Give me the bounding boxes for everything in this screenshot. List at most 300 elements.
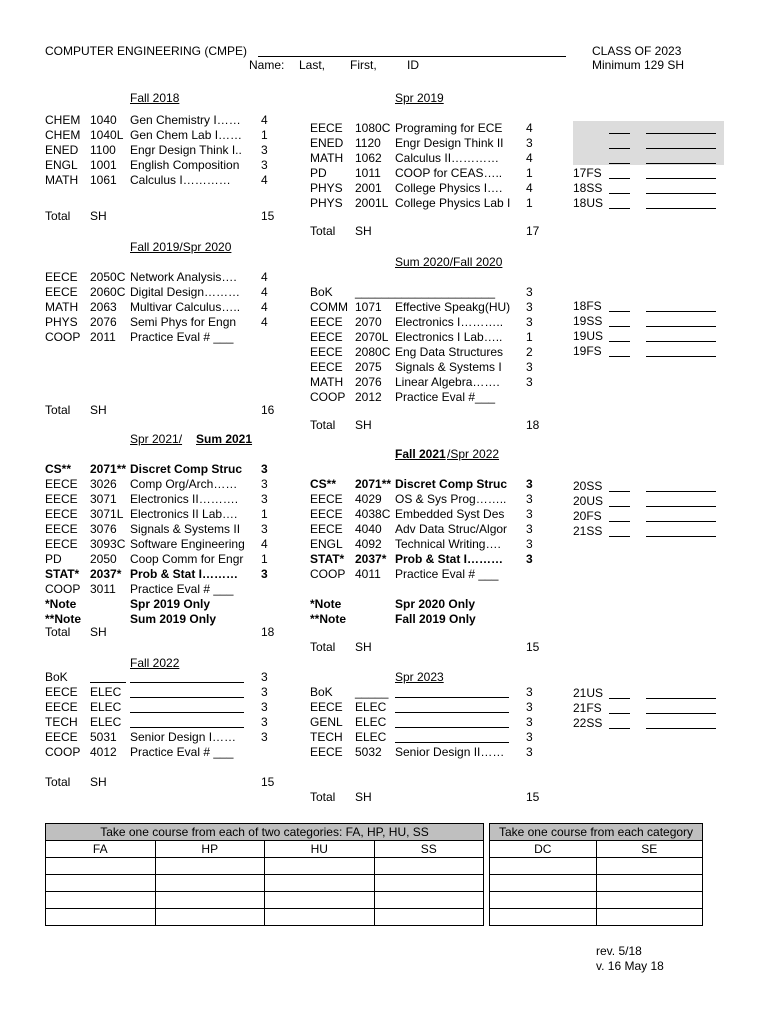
course-subject: EECE (310, 330, 343, 344)
col-ss: SS (374, 841, 484, 858)
code-blank[interactable] (609, 148, 630, 149)
total-sh-label: SH (90, 209, 107, 223)
course-subject: GENL (310, 715, 343, 729)
col-dc: DC (490, 841, 597, 858)
course-number: 3076 (90, 522, 117, 536)
col-se: SE (596, 841, 703, 858)
course-name: Comp Org/Arch…… (130, 477, 238, 491)
course-subject: COMM (310, 300, 348, 314)
course-subject: CS** (310, 477, 337, 491)
cell[interactable] (596, 909, 703, 926)
course-sh: 3 (526, 300, 533, 314)
cell[interactable] (374, 909, 484, 926)
course-sh: 3 (261, 715, 268, 729)
course-blank[interactable] (646, 698, 716, 699)
course-number: 2037* (355, 552, 387, 566)
semester-code: 18FS (573, 299, 602, 313)
course-blank[interactable] (130, 727, 244, 728)
course-number: 2037* (90, 567, 122, 581)
course-blank[interactable] (646, 536, 716, 537)
total-value: 18 (261, 625, 275, 639)
course-sh: 3 (526, 700, 533, 714)
course-sh: 4 (526, 121, 533, 135)
course-number: 2050 (90, 552, 117, 566)
course-subject: PHYS (310, 181, 343, 195)
course-name: College Physics I…. (395, 181, 503, 195)
course-name: COOP for CEAS….. (395, 166, 503, 180)
course-number: 4040 (355, 522, 382, 536)
cell[interactable] (490, 875, 597, 892)
course-number: 2011 (90, 330, 116, 344)
semester-code: 19SS (573, 314, 603, 328)
term-title-a: Fall 2021 (395, 447, 446, 461)
course-number: 5032 (355, 745, 382, 759)
course-number: 2001L (355, 196, 389, 210)
cell[interactable] (155, 892, 265, 909)
course-number: 2050C (90, 270, 126, 284)
total-sh-label: SH (90, 775, 107, 789)
course-name: Sum 2019 Only (130, 612, 217, 626)
shaded-box (573, 121, 724, 165)
course-subject: MATH (310, 151, 344, 165)
course-sh: 1 (261, 552, 268, 566)
course-number: ______ (355, 285, 396, 299)
version: v. 16 May 18 (596, 959, 664, 973)
course-number: 2060C (90, 285, 126, 299)
code-blank[interactable] (609, 713, 630, 714)
course-number: 1120 (355, 136, 381, 150)
course-number: 2012 (355, 390, 382, 404)
course-blank[interactable] (646, 178, 716, 179)
course-subject: EECE (45, 507, 78, 521)
course-subject: EECE (45, 285, 78, 299)
course-subject: CS** (45, 462, 72, 476)
total-label: Total (310, 790, 336, 804)
cell[interactable] (596, 875, 703, 892)
course-blank[interactable] (646, 491, 716, 492)
course-name: Gen Chem Lab I…… (130, 128, 243, 142)
cell[interactable] (596, 858, 703, 875)
revision: rev. 5/18 (596, 944, 642, 958)
course-name: Practice Eval # ___ (130, 582, 234, 596)
course-name: Semi Phys for Engn (130, 315, 237, 329)
course-sh: 3 (261, 685, 268, 699)
total-value: 18 (526, 418, 540, 432)
course-sh: 4 (261, 300, 268, 314)
minimum-sh: Minimum 129 SH (592, 58, 685, 72)
course-name: Calculus II………… (395, 151, 500, 165)
code-blank[interactable] (609, 521, 630, 522)
course-name: Gen Chemistry I…… (130, 113, 241, 127)
total-label: Total (310, 418, 336, 432)
course-blank[interactable] (395, 697, 509, 698)
course-subject: *Note (310, 597, 342, 611)
course-name: Calculus I………… (130, 173, 231, 187)
course-sh: 3 (526, 685, 533, 699)
course-name: Engr Design Think II (395, 136, 504, 150)
course-name: Embedded Syst Des (395, 507, 505, 521)
course-sh: 4 (526, 181, 533, 195)
course-sh: 4 (526, 151, 533, 165)
course-sh: 3 (261, 700, 268, 714)
course-subject: COOP (45, 745, 81, 759)
course-subject: EECE (45, 522, 78, 536)
course-sh: 4 (261, 173, 268, 187)
course-name: Effective Speakg(HU) (395, 300, 511, 314)
course-blank[interactable] (646, 341, 716, 342)
course-number: 4012 (90, 745, 117, 759)
course-number: 2075 (355, 360, 382, 374)
cell[interactable] (265, 858, 375, 875)
name-label: Name: (249, 58, 285, 72)
course-number: 3011 (90, 582, 116, 596)
course-sh: 3 (261, 670, 268, 684)
course-number: 1001 (90, 158, 117, 172)
course-name: Prob & Stat I……… (130, 567, 239, 581)
course-subject: COOP (310, 567, 346, 581)
course-blank[interactable] (395, 727, 509, 728)
course-name: Discret Comp Struc (395, 477, 508, 491)
code-blank[interactable] (609, 326, 630, 327)
cell[interactable] (374, 875, 484, 892)
cell[interactable] (265, 892, 375, 909)
course-number: 4029 (355, 492, 382, 506)
name-line[interactable] (258, 56, 566, 57)
course-subject: EECE (310, 522, 343, 536)
course-subject: EECE (310, 360, 343, 374)
term-title: Sum 2020/Fall 2020 (395, 255, 503, 269)
semester-code: 20SS (573, 479, 603, 493)
course-sh: 4 (261, 315, 268, 329)
course-subject: PHYS (45, 315, 78, 329)
course-number: 4011 (355, 567, 381, 581)
course-blank[interactable] (646, 356, 716, 357)
dc-se-header: Take one course from each category (490, 824, 703, 841)
course-name: Spr 2019 Only (130, 597, 211, 611)
course-name: Eng Data Structures (395, 345, 504, 359)
course-subject: ENGL (45, 158, 78, 172)
course-number: 4038C (355, 507, 391, 521)
course-subject: STAT* (310, 552, 345, 566)
course-name: Senior Design II…… (395, 745, 505, 759)
course-name: Electronics II………. (130, 492, 239, 506)
course-sh: 3 (526, 360, 533, 374)
course-sh: 3 (261, 462, 268, 476)
course-name: English Composition (130, 158, 240, 172)
course-subject: **Note (45, 612, 82, 626)
course-subject: EECE (310, 507, 343, 521)
course-sh: 3 (261, 477, 268, 491)
course-number: ELEC (90, 700, 122, 714)
course-subject: EECE (45, 685, 78, 699)
course-blank[interactable] (646, 713, 716, 714)
course-sh: 4 (261, 537, 268, 551)
course-number: 2080C (355, 345, 391, 359)
course-number: _____ (355, 685, 389, 699)
course-sh: 3 (526, 745, 533, 759)
course-subject: BoK (45, 670, 68, 684)
course-number: 2071** (90, 462, 127, 476)
term-title: Fall 2019/Spr 2020 (130, 240, 232, 254)
course-name: Discret Comp Struc (130, 462, 243, 476)
col-hu: HU (265, 841, 375, 858)
course-sh: 3 (526, 136, 533, 150)
course-number: ELEC (355, 715, 387, 729)
gen-ed-table (45, 823, 484, 926)
semester-code: 22SS (573, 716, 603, 730)
gen-ed-header: Take one course from each of two categories: FA, HP, HU, SS (46, 824, 484, 841)
term-title: Fall 2022 (130, 656, 180, 670)
code-blank[interactable] (609, 341, 630, 342)
course-subject: **Note (310, 612, 347, 626)
semester-code: 20FS (573, 509, 602, 523)
course-subject: ENED (45, 143, 79, 157)
total-label: Total (45, 209, 71, 223)
course-number: 5031 (90, 730, 117, 744)
course-subject: TECH (45, 715, 78, 729)
course-blank[interactable] (395, 742, 509, 743)
total-label: Total (45, 625, 71, 639)
term-title: Spr 2019 (395, 91, 444, 105)
course-number: 1011 (355, 166, 381, 180)
code-blank[interactable] (609, 356, 630, 357)
col-fa: FA (46, 841, 156, 858)
course-name: College Physics Lab I (395, 196, 511, 210)
semester-code: 17FS (573, 166, 602, 180)
cell[interactable] (490, 892, 597, 909)
course-subject: COOP (45, 330, 81, 344)
course-number: 2076 (355, 375, 382, 389)
course-name: Programing for ECE (395, 121, 503, 135)
course-subject: EECE (310, 745, 343, 759)
cell[interactable] (490, 858, 597, 875)
course-name: _______________ (395, 285, 496, 299)
total-label: Total (310, 224, 336, 238)
term-title: Spr 2023 (395, 670, 444, 684)
course-number: 2063 (90, 300, 117, 314)
semester-code: 21SS (573, 524, 603, 538)
course-sh: 1 (526, 196, 533, 210)
cell[interactable] (374, 892, 484, 909)
course-subject: MATH (45, 300, 79, 314)
cell[interactable] (490, 909, 597, 926)
course-name: Engr Design Think I.. (130, 143, 242, 157)
course-number: 4092 (355, 537, 382, 551)
last-label: Last, (299, 58, 326, 72)
course-blank[interactable] (646, 133, 716, 134)
course-name: Signals & Systems I (395, 360, 502, 374)
code-blank[interactable] (609, 178, 630, 179)
course-sh: 1 (526, 330, 533, 344)
course-subject: EECE (45, 477, 78, 491)
course-sh: 3 (526, 315, 533, 329)
course-sh: 3 (261, 492, 268, 506)
course-number: 1040 (90, 113, 117, 127)
semester-code: 19US (573, 329, 604, 343)
course-subject: PHYS (310, 196, 343, 210)
course-blank[interactable] (646, 506, 716, 507)
course-number: 3071L (90, 507, 124, 521)
course-sh: 3 (261, 730, 268, 744)
cell[interactable] (46, 858, 156, 875)
course-subject: EECE (45, 270, 78, 284)
code-blank[interactable] (609, 536, 630, 537)
course-blank[interactable] (646, 148, 716, 149)
first-label: First, (350, 58, 377, 72)
course-number: 2070 (355, 315, 382, 329)
course-blank[interactable] (130, 712, 244, 713)
course-name: Practice Eval # ___ (130, 330, 234, 344)
course-subject: EECE (310, 700, 343, 714)
course-blank[interactable] (646, 326, 716, 327)
cell[interactable] (596, 892, 703, 909)
course-blank[interactable] (646, 728, 716, 729)
course-name: Senior Design I…… (130, 730, 237, 744)
dc-se-table (489, 823, 703, 926)
course-sh: 1 (261, 507, 268, 521)
course-number: 2076 (90, 315, 117, 329)
class-of: CLASS OF 2023 (592, 44, 682, 58)
course-blank[interactable] (395, 712, 509, 713)
course-subject: STAT* (45, 567, 80, 581)
course-sh: 3 (261, 158, 268, 172)
course-number: 3071 (90, 492, 117, 506)
course-name: Spr 2020 Only (395, 597, 476, 611)
course-name: Coop Comm for Engr (130, 552, 244, 566)
course-subject: TECH (310, 730, 343, 744)
course-subject: *Note (45, 597, 77, 611)
course-name: Adv Data Struc/Algor (395, 522, 508, 536)
course-subject: COOP (310, 390, 346, 404)
code-blank[interactable] (609, 698, 630, 699)
cell[interactable] (155, 909, 265, 926)
semester-code: 21FS (573, 701, 602, 715)
course-sh: 3 (526, 375, 533, 389)
semester-code: 20US (573, 494, 604, 508)
total-value: 16 (261, 403, 275, 417)
course-blank[interactable] (646, 311, 716, 312)
course-sh: 3 (261, 567, 268, 581)
course-subject: EECE (45, 730, 78, 744)
code-blank[interactable] (609, 728, 630, 729)
course-blank[interactable] (646, 521, 716, 522)
bok-blank[interactable] (90, 682, 126, 683)
program-title: COMPUTER ENGINEERING (CMPE) (45, 44, 248, 58)
course-subject: ENED (310, 136, 344, 150)
cell[interactable] (46, 875, 156, 892)
course-subject: EECE (310, 492, 343, 506)
term-title: Fall 2018 (130, 91, 180, 105)
course-subject: CHEM (45, 128, 81, 142)
course-name: Technical Writing…. (395, 537, 501, 551)
course-sh: 4 (261, 113, 268, 127)
course-number: 1071 (355, 300, 382, 314)
term-title-b: /Spr 2022 (447, 447, 500, 461)
cell[interactable] (155, 875, 265, 892)
course-sh: 3 (526, 477, 533, 491)
course-subject: EECE (310, 345, 343, 359)
course-name: Practice Eval # ___ (395, 567, 499, 581)
course-name: Linear Algebra……. (395, 375, 500, 389)
code-blank[interactable] (609, 311, 630, 312)
semester-code: 19FS (573, 344, 602, 358)
course-name: Multivar Calculus….. (130, 300, 241, 314)
course-name: Electronics II Lab…. (130, 507, 238, 521)
course-number: 3026 (90, 477, 117, 491)
course-number: ELEC (355, 700, 387, 714)
course-name: Software Engineering (130, 537, 245, 551)
course-sh: 3 (526, 537, 533, 551)
total-label: Total (45, 775, 71, 789)
course-subject: PD (45, 552, 62, 566)
total-label: Total (310, 640, 336, 654)
course-blank[interactable] (646, 208, 716, 209)
course-sh: 3 (526, 715, 533, 729)
course-number: 1062 (355, 151, 382, 165)
course-blank[interactable] (130, 697, 244, 698)
cell[interactable] (374, 858, 484, 875)
semester-code: 21US (573, 686, 604, 700)
cell[interactable] (155, 858, 265, 875)
course-sh: 3 (261, 522, 268, 536)
course-subject: COOP (45, 582, 81, 596)
course-sh: 4 (261, 285, 268, 299)
course-number: 3093C (90, 537, 126, 551)
code-blank[interactable] (609, 208, 630, 209)
cell[interactable] (46, 892, 156, 909)
course-subject: BoK (310, 685, 333, 699)
course-name: OS & Sys Prog…….. (395, 492, 507, 506)
total-sh-label: SH (355, 640, 372, 654)
course-blank[interactable] (646, 193, 716, 194)
course-number: 1080C (355, 121, 391, 135)
semester-code: 18US (573, 196, 604, 210)
cell[interactable] (265, 875, 375, 892)
course-blank[interactable] (646, 163, 716, 164)
code-blank[interactable] (609, 163, 630, 164)
course-name: Electronics I……….. (395, 315, 504, 329)
course-name: Digital Design……… (130, 285, 241, 299)
course-number: 2001 (355, 181, 382, 195)
course-sh: 3 (526, 552, 533, 566)
total-value: 15 (261, 209, 275, 223)
cell[interactable] (265, 909, 375, 926)
course-sh: 3 (526, 507, 533, 521)
total-value: 15 (526, 790, 540, 804)
course-sh: 3 (526, 522, 533, 536)
course-name: Electronics I Lab….. (395, 330, 503, 344)
code-blank[interactable] (609, 193, 630, 194)
code-blank[interactable] (609, 506, 630, 507)
course-number: ELEC (90, 715, 122, 729)
course-number: 1040L (90, 128, 124, 142)
total-sh-label: SH (355, 224, 372, 238)
course-subject: EECE (310, 121, 343, 135)
term-title-a: Spr 2021/ (130, 432, 183, 446)
total-label: Total (45, 403, 71, 417)
code-blank[interactable] (609, 133, 630, 134)
course-subject: BoK (310, 285, 333, 299)
term-title-b: Sum 2021 (196, 432, 253, 446)
course-name: Network Analysis…. (130, 270, 237, 284)
cell[interactable] (46, 909, 156, 926)
course-sh: 2 (526, 345, 533, 359)
code-blank[interactable] (609, 491, 630, 492)
course-blank[interactable] (130, 682, 244, 683)
course-sh: 1 (261, 128, 268, 142)
total-sh-label: SH (90, 403, 107, 417)
course-sh: 1 (526, 166, 533, 180)
